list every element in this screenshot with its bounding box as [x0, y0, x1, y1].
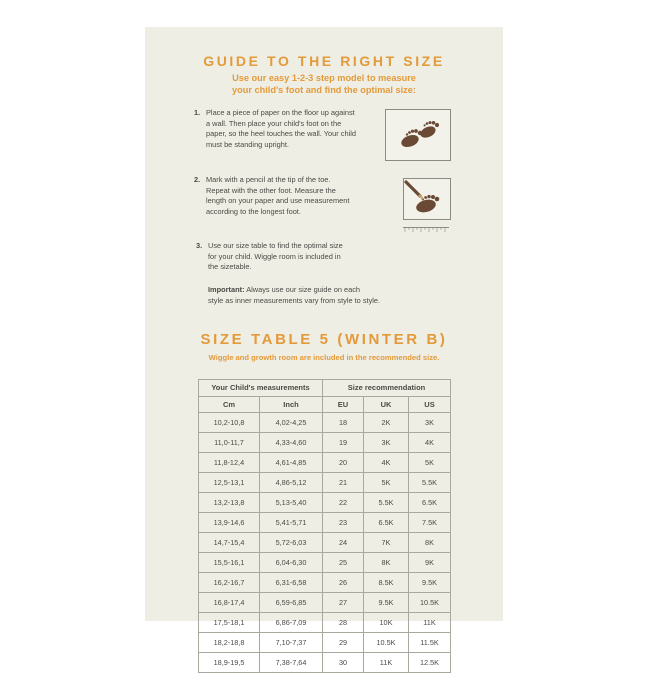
cell-uk: 7K: [364, 533, 409, 553]
step-3-line: Use our size table to find the optimal size: [208, 241, 343, 250]
step-1-line: must be standing upright.: [206, 139, 289, 149]
cell-cm: 13,2-13,8: [199, 493, 260, 513]
cell-inch: 4,33-4,60: [260, 433, 323, 453]
cell-uk: 8K: [364, 553, 409, 573]
cell-uk: 4K: [364, 453, 409, 473]
cell-us: 8K: [409, 533, 451, 553]
cell-eu: 28: [323, 613, 364, 633]
important-note: [208, 285, 448, 306]
step-3-line: the sizetable.: [208, 262, 252, 272]
cell-us: 12.5K: [409, 653, 451, 673]
table-row: [199, 553, 451, 573]
cell-uk: 8.5K: [364, 573, 409, 593]
table-row: [199, 573, 451, 593]
table-row: [199, 493, 451, 513]
cell-inch: 6,04-6,30: [260, 553, 323, 573]
cell-us: 11.5K: [409, 633, 451, 653]
cell-uk: 6.5K: [364, 513, 409, 533]
cell-cm: 16,8-17,4: [199, 593, 260, 613]
group-header-measurements: Your Child's measurements: [199, 380, 323, 397]
step-1-line: paper, so the heel touches the wall. Your child: [206, 129, 356, 139]
cell-cm: 10,2-10,8: [199, 413, 260, 433]
table-row: [199, 453, 451, 473]
cell-inch: 6,86-7,09: [260, 613, 323, 633]
cell-cm: 13,9-14,6: [199, 513, 260, 533]
size-table-title: SIZE TABLE 5 (WINTER B): [200, 331, 448, 348]
cell-cm: 14,7-15,4: [199, 533, 260, 553]
cell-eu: 26: [323, 573, 364, 593]
table-row: [199, 593, 451, 613]
cell-inch: 5,41-5,71: [260, 513, 323, 533]
cell-inch: 5,72-6,03: [260, 533, 323, 553]
cell-eu: 25: [323, 553, 364, 573]
step-3: [196, 241, 408, 273]
ruler-icon: [403, 220, 449, 226]
guide-title: GUIDE TO THE RIGHT SIZE: [203, 53, 445, 69]
cell-uk: 11K: [364, 653, 409, 673]
cell-us: 11K: [409, 613, 451, 633]
table-row: [199, 653, 451, 673]
cell-eu: 18: [323, 413, 364, 433]
cell-cm: 18,2-18,8: [199, 633, 260, 653]
cell-eu: 20: [323, 453, 364, 473]
column-header-uk: UK: [364, 396, 409, 413]
cell-cm: 18,9-19,5: [199, 653, 260, 673]
cell-eu: 22: [323, 493, 364, 513]
cell-us: 3K: [409, 413, 451, 433]
cell-uk: 10K: [364, 613, 409, 633]
table-row: [199, 413, 451, 433]
table-row: [199, 633, 451, 653]
step-2-line: according to the longest foot.: [206, 206, 301, 216]
step-2-line: Repeat with the other foot. Measure the: [206, 185, 336, 195]
size-table: [198, 379, 451, 673]
step-1-number: 1.: [194, 108, 201, 117]
cell-eu: 24: [323, 533, 364, 553]
cell-inch: 4,61-4,85: [260, 453, 323, 473]
step-3-line: for your child. Wiggle room is included in: [208, 251, 341, 261]
cell-inch: 5,13-5,40: [260, 493, 323, 513]
cell-cm: 15,5-16,1: [199, 553, 260, 573]
cell-us: 9.5K: [409, 573, 451, 593]
cell-uk: 3K: [364, 433, 409, 453]
cell-eu: 29: [323, 633, 364, 653]
cell-inch: 6,59-6,85: [260, 593, 323, 613]
step-1-line: Place a piece of paper on the floor up against: [206, 108, 355, 117]
cell-cm: 11,8-12,4: [199, 453, 260, 473]
guide-subtitle-line1: Use our easy 1-2-3 step model to measure: [232, 73, 416, 83]
cell-us: 9K: [409, 553, 451, 573]
cell-inch: 4,86-5,12: [260, 473, 323, 493]
pencil-footprint-icon: [403, 178, 451, 220]
column-header-cm: Cm: [199, 396, 260, 413]
cell-inch: 6,31-6,58: [260, 573, 323, 593]
step-1-line: a wall. Then place your child's foot on the: [206, 118, 342, 128]
cell-inch: 7,10-7,37: [260, 633, 323, 653]
step-3-number: 3.: [196, 241, 203, 250]
cell-us: 6.5K: [409, 493, 451, 513]
cell-us: 7.5K: [409, 513, 451, 533]
cell-cm: 11,0-11,7: [199, 433, 260, 453]
cell-uk: 5.5K: [364, 493, 409, 513]
size-table-subtitle: Wiggle and growth room are included in the recommended size.: [208, 353, 440, 362]
table-row: [199, 613, 451, 633]
cell-inch: 7,38-7,64: [260, 653, 323, 673]
table-row: [199, 473, 451, 493]
cell-eu: 21: [323, 473, 364, 493]
cell-eu: 27: [323, 593, 364, 613]
table-row: [199, 533, 451, 553]
cell-us: 10.5K: [409, 593, 451, 613]
important-text-line1: Always use our size guide on each: [246, 285, 361, 294]
cell-us: 5K: [409, 453, 451, 473]
important-label: Important:: [208, 285, 245, 294]
cell-uk: 10.5K: [364, 633, 409, 653]
cell-uk: 5K: [364, 473, 409, 493]
guide-subtitle-line2: your child's foot and find the optimal size:: [232, 85, 416, 95]
cell-cm: 17,5-18,1: [199, 613, 260, 633]
table-row: [199, 513, 451, 533]
footprints-icon: [385, 109, 451, 161]
column-header-inch: Inch: [260, 396, 323, 413]
cell-uk: 9.5K: [364, 593, 409, 613]
cell-inch: 4,02-4,25: [260, 413, 323, 433]
cell-eu: 19: [323, 433, 364, 453]
step-2-number: 2.: [194, 175, 201, 184]
step-2-line: Mark with a pencil at the tip of the toe.: [206, 175, 331, 184]
cell-us: 5.5K: [409, 473, 451, 493]
size-guide-card: [145, 27, 503, 667]
cell-eu: 30: [323, 653, 364, 673]
cell-cm: 16,2-16,7: [199, 573, 260, 593]
cell-eu: 23: [323, 513, 364, 533]
column-header-eu: EU: [323, 396, 364, 413]
group-header-size-recommendation: Size recommendation: [323, 380, 451, 397]
step-2-line: length on your paper and use measurement: [206, 196, 350, 206]
step-1: [194, 108, 386, 150]
cell-cm: 12,5-13,1: [199, 473, 260, 493]
table-row: [199, 433, 451, 453]
column-header-us: US: [409, 396, 451, 413]
step-2: [194, 175, 386, 217]
cell-us: 4K: [409, 433, 451, 453]
important-text-line2: style as inner measurements vary from style to style.: [208, 295, 381, 305]
cell-uk: 2K: [364, 413, 409, 433]
